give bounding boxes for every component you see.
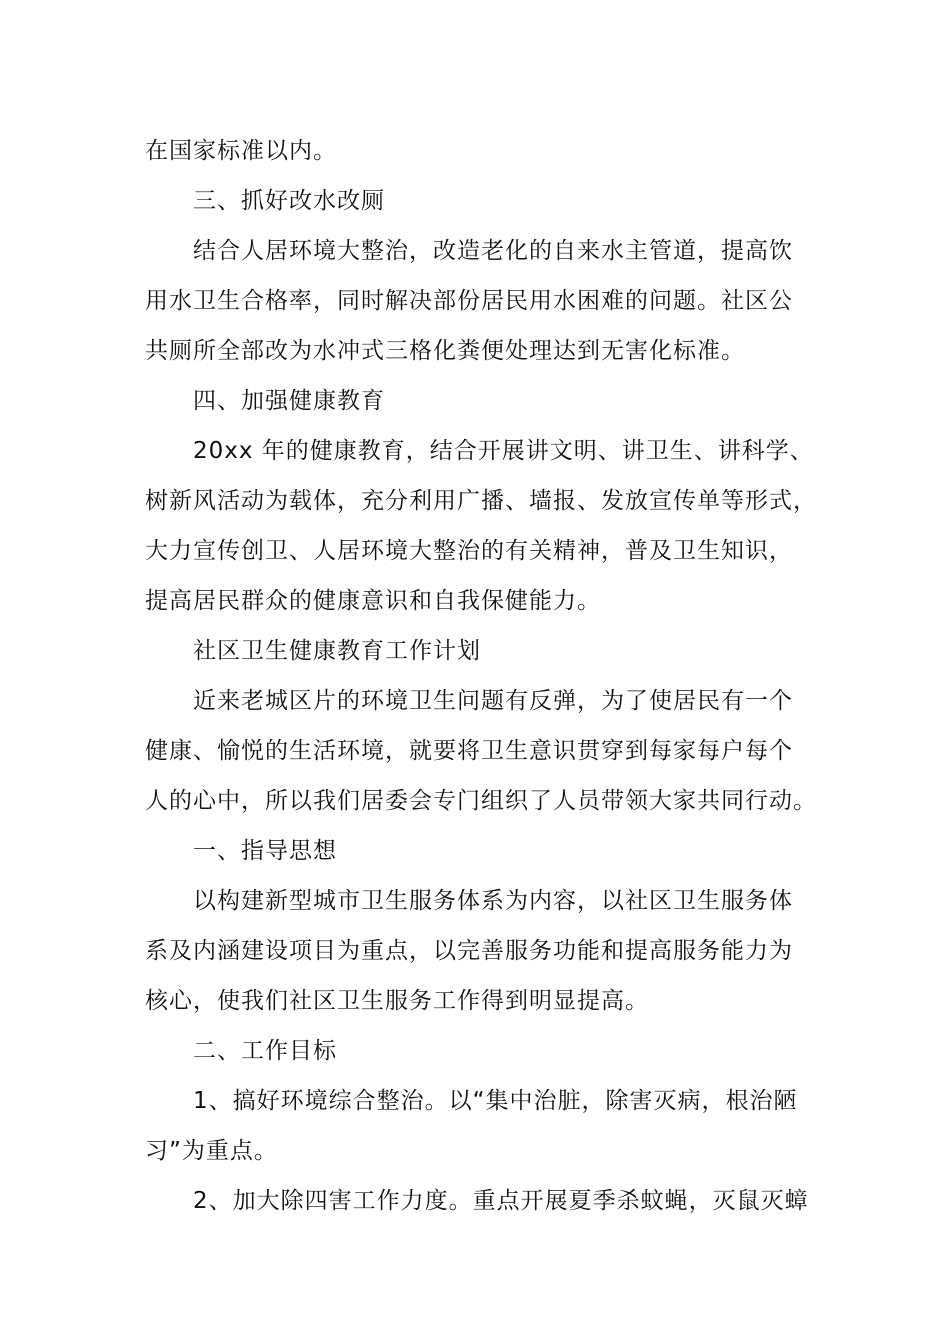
text-line: 系及内涵建设项目为重点，以完善服务功能和提高服务能力为 <box>145 938 793 964</box>
text-line: 人的心中，所以我们居委会专门组织了人员带领大家共同行动。 <box>145 788 817 814</box>
text-line: 习”为重点。 <box>145 1138 278 1164</box>
text-line: 1、搞好环境综合整治。以“集中治脏，除害灭病，根治陋 <box>193 1088 798 1114</box>
text-line: 健康、愉悦的生活环境，就要将卫生意识贯穿到每家每户每个 <box>145 738 793 764</box>
section-heading: 一、指导思想 <box>193 838 337 864</box>
text-line: 提高居民群众的健康意识和自我保健能力。 <box>145 588 601 614</box>
text-line: 20xx 年的健康教育，结合开展讲文明、讲卫生、讲科学、 <box>193 438 814 464</box>
text-line: 共厕所全部改为水冲式三格化粪便处理达到无害化标准。 <box>145 338 745 364</box>
section-heading: 二、工作目标 <box>193 1038 337 1064</box>
section-heading: 三、抓好改水改厕 <box>193 188 385 214</box>
text-line: 在国家标准以内。 <box>145 138 337 164</box>
text-line: 以构建新型城市卫生服务体系为内容，以社区卫生服务体 <box>193 888 793 914</box>
document-title: 社区卫生健康教育工作计划 <box>193 638 481 664</box>
text-line: 大力宣传创卫、人居环境大整治的有关精神，普及卫生知识， <box>145 538 793 564</box>
section-heading: 四、加强健康教育 <box>193 388 385 414</box>
text-line: 近来老城区片的环境卫生问题有反弹，为了使居民有一个 <box>193 688 793 714</box>
text-line: 核心，使我们社区卫生服务工作得到明显提高。 <box>145 988 649 1014</box>
text-line: 2、加大除四害工作力度。重点开展夏季杀蚊蝇，灭鼠灭蟑 <box>193 1188 809 1214</box>
text-line: 用水卫生合格率，同时解决部份居民用水困难的问题。社区公 <box>145 288 793 314</box>
text-line: 结合人居环境大整治，改造老化的自来水主管道，提高饮 <box>193 238 793 264</box>
text-line: 树新风活动为载体，充分利用广播、墙报、发放宣传单等形式， <box>145 488 817 514</box>
